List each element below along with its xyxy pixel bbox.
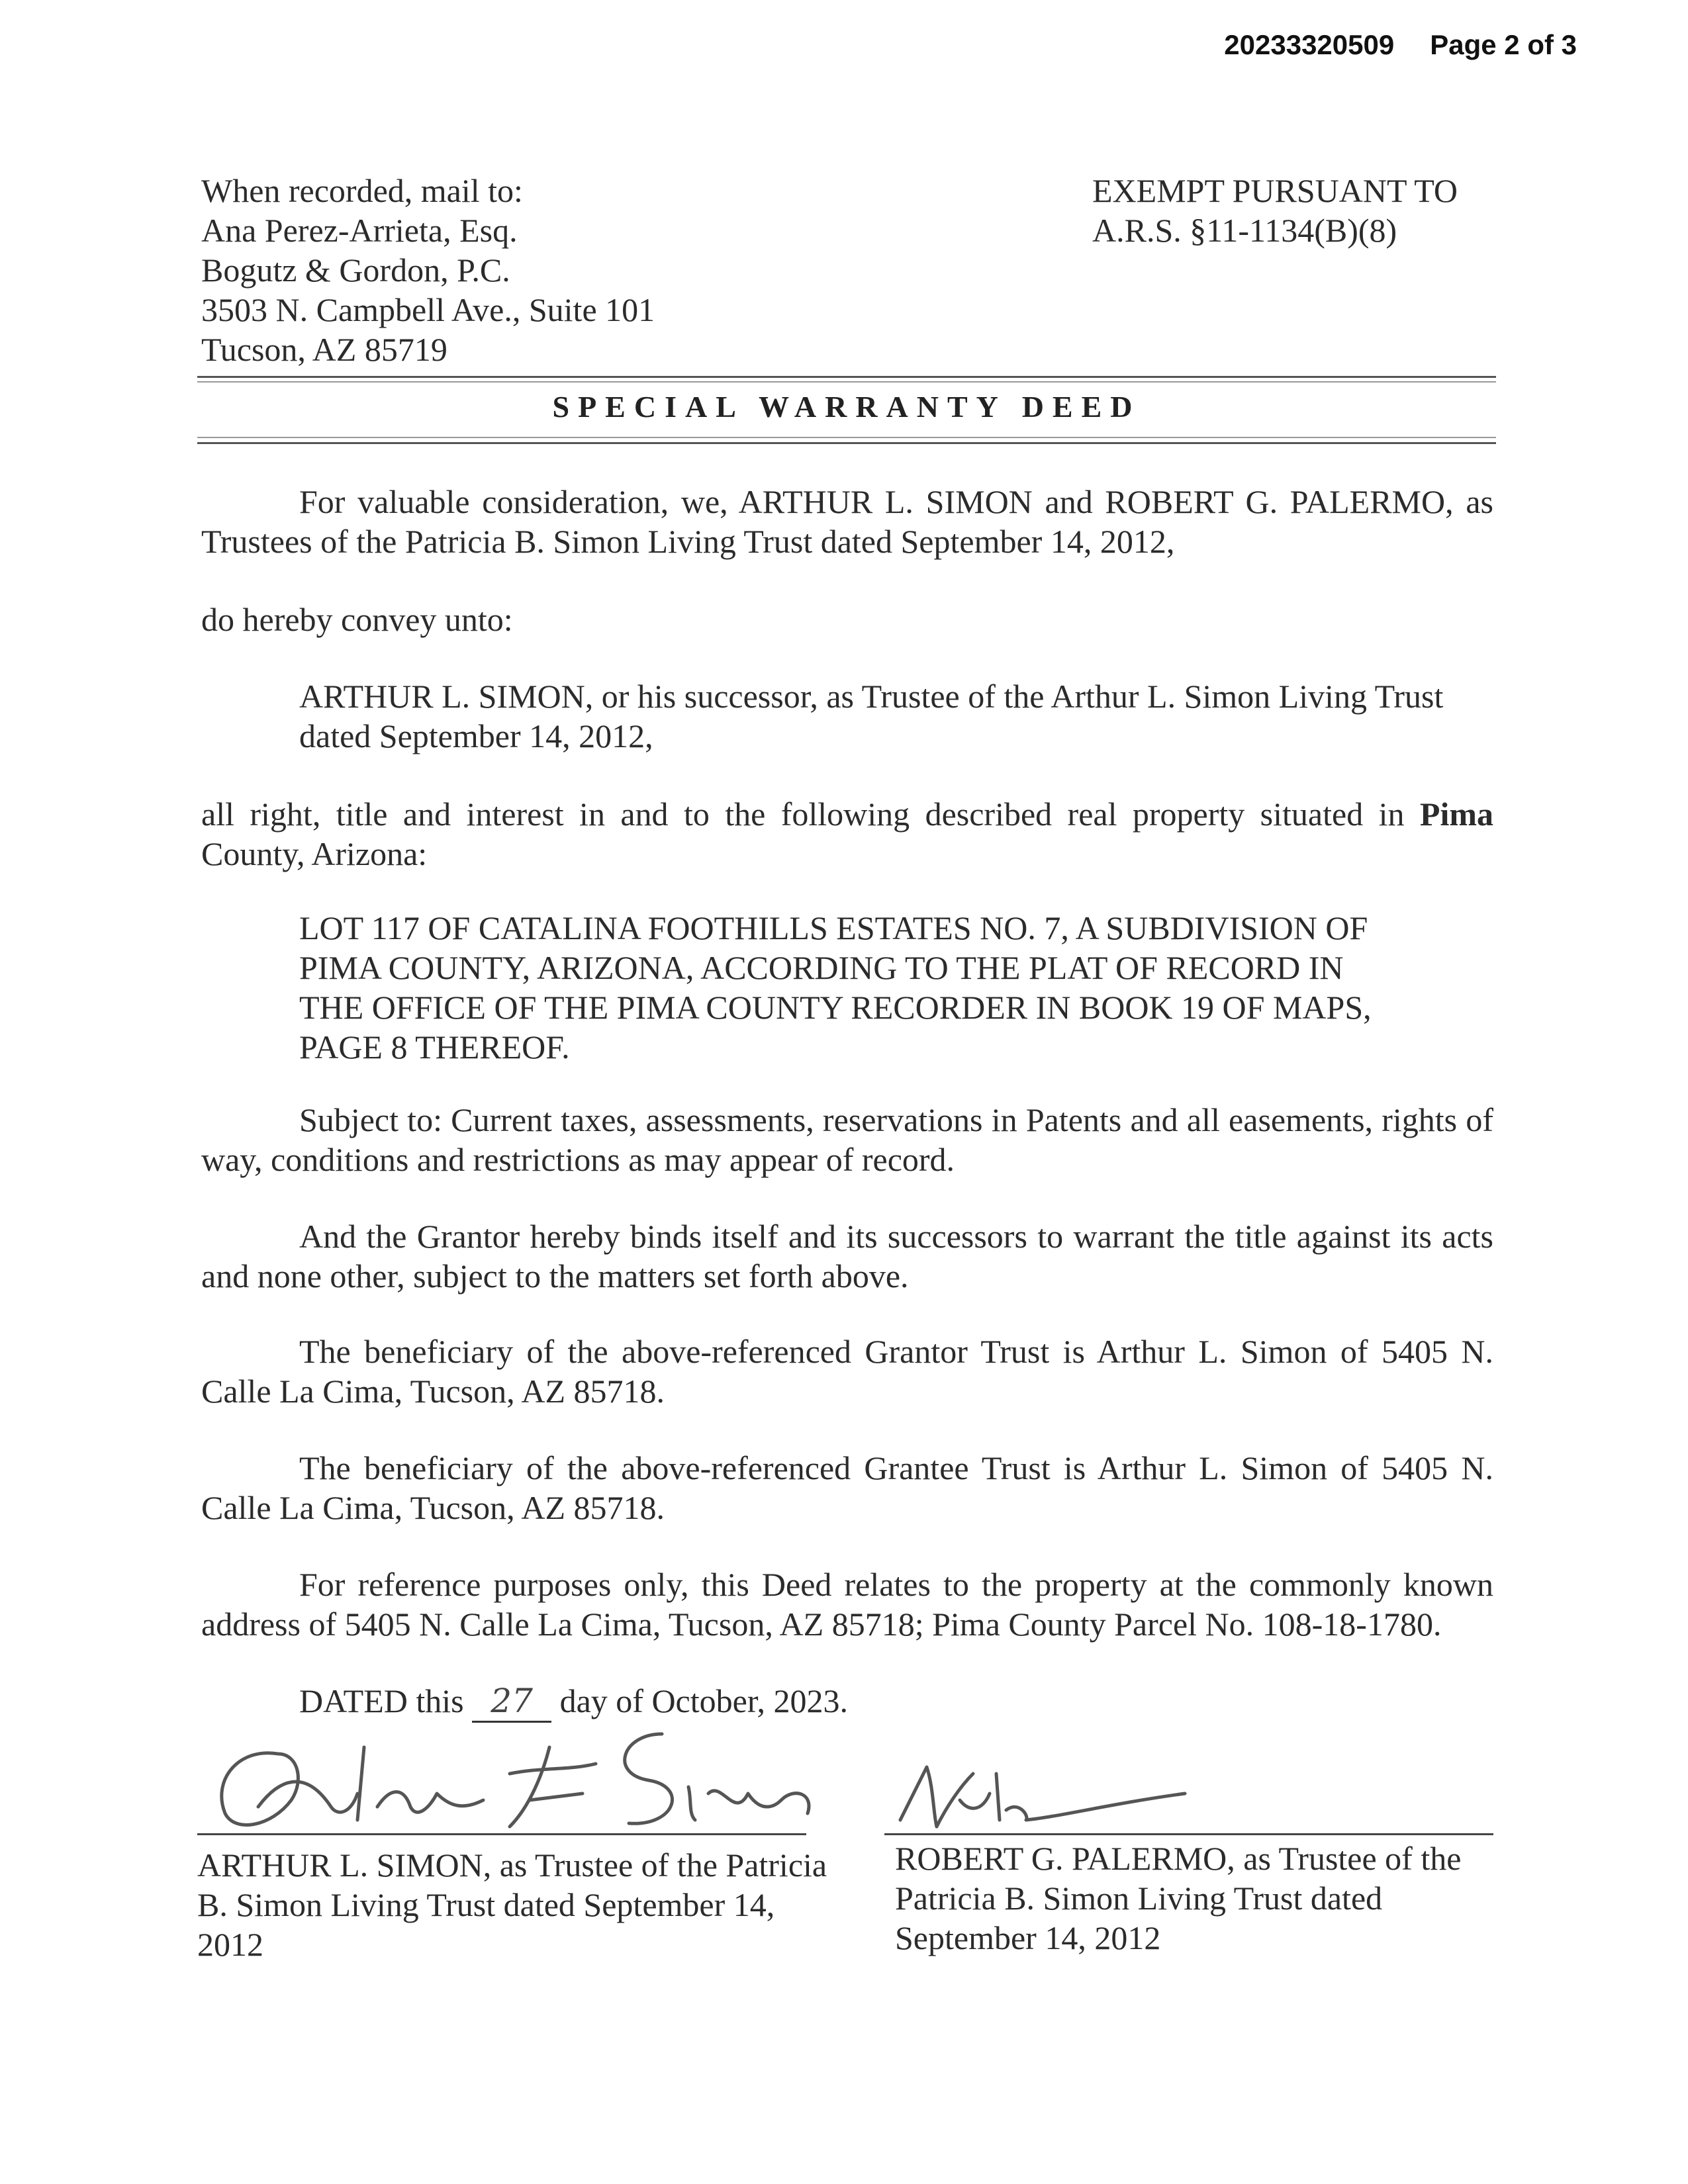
- mail-to-heading: When recorded, mail to:: [201, 172, 523, 209]
- grantee-beneficiary-paragraph: The beneficiary of the above-referenced Grantee Trust is Arthur L. Simon of 5405 N. Calle La Cima, Tucson, AZ 85718.: [201, 1449, 1493, 1526]
- mail-to-line: 3503 N. Campbell Ave., Suite 101: [201, 291, 655, 328]
- title-top-rule: [197, 376, 1496, 378]
- signatory-title: B. Simon Living Trust dated September 14, 2012: [197, 1886, 775, 1963]
- page-indicator: Page 2 of 3: [1430, 29, 1577, 60]
- signatory-title: Patricia B. Simon Living Trust dated: [895, 1880, 1383, 1917]
- title-bottom-rule-inner: [197, 437, 1496, 438]
- mail-to-line: Bogutz & Gordon, P.C.: [201, 251, 510, 289]
- property-paragraph: [201, 794, 1493, 874]
- record-number: 20233320509: [1224, 29, 1395, 60]
- arthur-simon-signature: [199, 1707, 827, 1840]
- reference-paragraph: For reference purposes only, this Deed relates to the property at the commonly known address of 5405 N. Calle La Cima, Tucson, AZ 85718; Pima County Parcel No. 108-18-1780.: [201, 1566, 1493, 1643]
- grantor-beneficiary-paragraph: The beneficiary of the above-referenced Grantor Trust is Arthur L. Simon of 5405 N. Calle La Cima, Tucson, AZ 85718.: [201, 1333, 1493, 1410]
- document-title: SPECIAL WARRANTY DEED: [552, 390, 1141, 424]
- warranty-paragraph: And the Grantor hereby binds itself and its successors to warrant the title against its acts and none other, subject to the matters set forth above.: [201, 1218, 1493, 1295]
- exemption-block: [1092, 171, 1556, 250]
- dated-prefix: DATED this: [299, 1682, 464, 1719]
- arthur-signature-line: [197, 1833, 806, 1835]
- legal-description: LOT 117 OF CATALINA FOOTHILLS ESTATES NO. 7, A SUBDIVISION OF PIMA COUNTY, ARIZONA, ACCORDING TO THE PLAT OF RECORD IN THE OFFICE OF THE PIMA COUNTY RECORDER IN BOOK 19 OF MAPS, PAGE 8 THEREOF.: [299, 909, 1372, 1066]
- dated-suffix: day of October, 2023.: [559, 1682, 848, 1719]
- mail-to-line: Ana Perez-Arrieta, Esq.: [201, 212, 518, 249]
- convey-paragraph: do hereby convey unto:: [201, 601, 513, 638]
- dated-day-handwritten: 27: [472, 1681, 551, 1723]
- mail-to-line: Tucson, AZ 85719: [201, 331, 447, 368]
- subject-to-paragraph: Subject to: Current taxes, assessments, reservations in Patents and all easements, rights of way, conditions and restrictions as may appear of record.: [201, 1101, 1493, 1178]
- recording-header: [1224, 29, 1577, 61]
- signatory-title: September 14, 2012: [895, 1919, 1161, 1956]
- robert-signatory-block: [895, 1839, 1491, 1958]
- signatory-title: ROBERT G. PALERMO, as Trustee of the: [895, 1840, 1462, 1877]
- title-top-rule-inner: [197, 381, 1496, 383]
- robert-signature-line: [884, 1833, 1493, 1835]
- exemption-line: EXEMPT PURSUANT TO: [1092, 172, 1458, 209]
- arthur-signatory-block: [197, 1845, 833, 1964]
- property-intro: all right, title and interest in and to the following described real property situated in: [201, 796, 1420, 833]
- property-county: Pima: [1419, 796, 1493, 833]
- consideration-paragraph: For valuable consideration, we, ARTHUR L. SIMON and ROBERT G. PALERMO, as Trustees of the Patricia B. Simon Living Trust dated September 14, 2012,: [201, 483, 1493, 560]
- title-bottom-rule: [197, 442, 1496, 444]
- property-intro-end: County, Arizona:: [201, 835, 428, 872]
- mail-to-block: [201, 171, 797, 369]
- signatory-title: ARTHUR L. SIMON, as Trustee of the Patricia: [197, 1846, 827, 1884]
- exemption-statute: A.R.S. §11-1134(B)(8): [1092, 212, 1397, 249]
- grantee-paragraph: ARTHUR L. SIMON, or his successor, as Trustee of the Arthur L. Simon Living Trust dated September 14, 2012,: [299, 678, 1444, 754]
- robert-palermo-signature: [874, 1747, 1218, 1840]
